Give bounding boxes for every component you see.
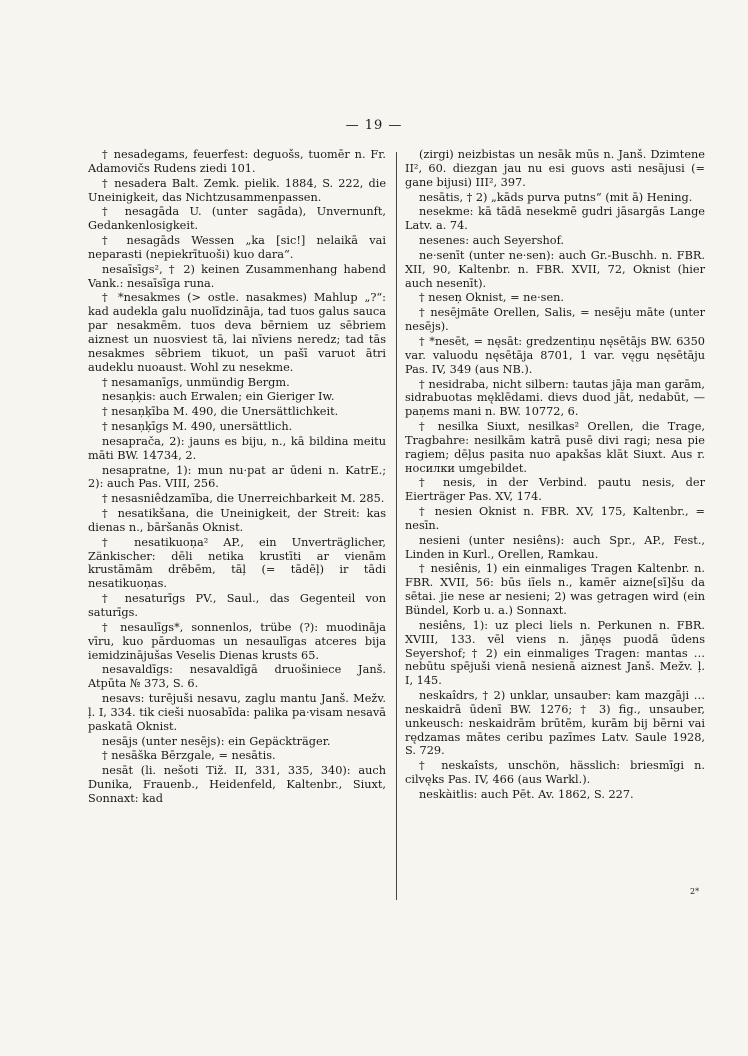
dictionary-entry: † neseņ Oknist, = ne·sen. <box>419 291 565 305</box>
dictionary-entry: nesājs (unter nesējs): ein Gepäckträger. <box>102 734 331 748</box>
dictionary-entry: † nesasniêdzamība, die Unerreichbarkeit M. 285. <box>102 492 385 506</box>
dictionary-entry: nesenes: auch Seyershof. <box>419 234 564 248</box>
dictionary-entry: neskaîdrs, † 2) unklar, unsauber: kam mazgāji … neskaidrā ūdenī BW. 1276; † 3) fig., unsauber, unkeusch: neskaidrām brūtēm, kurām bij bērni vai rędzamas mātes ceribu pazīmes Latv. Saule 1928, S. 729. <box>405 689 705 758</box>
dictionary-entry: † nesilka Siuxt, nesilkas² Orellen, die Trage, Tragbahre: nesilkām katrā pusē divi ragi; nesa pie ragiem; dēļus pasita nuo apakšas klāt Siuxt. Aus r. носилки umgebildet. <box>405 420 705 475</box>
column-divider <box>396 152 397 900</box>
dictionary-entry: † nesadera Balt. Zemk. pielik. 1884, S. 222, die Uneinigkeit, das Nichtzusammenpassen. <box>88 176 386 204</box>
dictionary-entry: † nesagāda U. (unter sagāda), Unvernunft, Gedankenlosigkeit. <box>88 205 386 233</box>
dictionary-entry: † nesamanīgs, unmündig Bergm. <box>102 375 290 389</box>
dictionary-entry: nesavs: turējuši nesavu, zaglu mantu Janš. Mežv. ļ. I, 334. tik cieši nuosabīda: palika pa·visam nesavā paskatā Oknist. <box>88 692 386 733</box>
dictionary-entry: † nesaņķīgs M. 490, unersättlich. <box>102 420 293 434</box>
dictionary-entry: † nesējmāte Orellen, Salis, = nesēju māte (unter nesējs). <box>405 306 705 334</box>
dictionary-entry: † nesiênis, 1) ein einmaliges Tragen Kaltenbr. n. FBR. XVII, 56: būs iīels n., kamēr aizne[sī]šu da sētai. jie nese ar nesieni; 2) was getragen wird (ein Bündel, Korb u. a.) Sonnaxt. <box>405 562 705 617</box>
dictionary-entry: † nesien Oknist n. FBR. XV, 175, Kaltenbr., = nesīn. <box>405 505 705 532</box>
dictionary-entry: neskàitlis: auch Pēt. Av. 1862, S. 227. <box>419 787 634 801</box>
dictionary-entry: (zirgi) neizbistas un nesāk mūs n. Janš. Dzimtene II², 60. diezgan jau nu esi guovs asti nesājusi (= gane bijusi) III², 397. <box>405 148 705 189</box>
dictionary-entry: † *nesakmes (> ostle. nasakmes) Mahlup „?“: kad audekla galu nuolīdzināja, tad tuos galus sauca par nesakmēm. tuos deva bērniem uz sēbriem aiznest un nuosviest tā, lai nīviens neredz; tad tās nesakmes sēbriem tikuot, un pašī varuot ātri audeklu nuoaust. Wohl zu nesekme. <box>88 291 386 374</box>
right-column <box>405 148 705 803</box>
dictionary-entry: ne·senīt (unter ne·sen): auch Gr.-Buschh. n. FBR. XII, 90, Kaltenbr. n. FBR. XVII, 72, Oknist (hier auch nesenīt). <box>405 248 705 290</box>
dictionary-entry: † nesaturīgs PV., Saul., das Gegenteil von saturīgs. <box>88 592 386 619</box>
page-number: — 19 — <box>345 118 403 133</box>
left-column <box>88 148 386 807</box>
dictionary-entry: nesaprača, 2): jauns es biju, n., kā bildina meitu māti BW. 14734, 2. <box>88 434 386 462</box>
dictionary-entry: † nesis, in der Verbind. pautu nesis, der Eierträger Pas. XV, 174. <box>405 476 705 504</box>
dictionary-entry: nesiêns, 1): uz pleci liels n. Perkunen n. FBR. XVIII, 133. vēl viens n. jāņęs puodā ūdens Seyershof; † 2) ein einmaliges Tragen: mantas … nebūtu spējuši vienā nesienā aiznest Janš. Mežv. ļ. I, 145. <box>405 618 705 688</box>
dictionary-entry: † nesatikuoņa² AP., ein Unverträglicher, Zänkischer: dēli netika krustīti ar vienām krustāmām drēbēm, tāļ (= tādēļ) ir tādi nesatikuoņas. <box>88 535 386 591</box>
dictionary-entry: † nesatikšana, die Uneinigkeit, der Streit: kas dienas n., bāršanās Oknist. <box>88 507 386 534</box>
dictionary-entry: † nesāška Bērzgale, = nesātis. <box>102 749 276 763</box>
dictionary-entry: † nesaulīgs*, sonnenlos, trübe (?): muodināja vīru, kuo pārduomas un nesaulīgas atceres bija iemidzinājušas Veselis Dienas krusts 65. <box>88 620 386 662</box>
dictionary-entry: nesapratne, 1): mun nu·pat ar ūdeni n. KatrE.; 2): auch Pas. VIII, 256. <box>88 463 386 491</box>
dictionary-entry: nesavaldīgs: nesavaldīgā druošiniece Janš. Atpūta № 373, S. 6. <box>88 663 386 691</box>
dictionary-entry: † nesaņķība M. 490, die Unersättlichkeit. <box>102 405 339 419</box>
dictionary-entry: nesaīsīgs², † 2) keinen Zusammenhang habend Vank.: nesaīsīga runa. <box>88 262 386 290</box>
dictionary-entry: † nesagāds Wessen „ka [sic!] nelaikā vai neparasti (nepiekrītuoši) kuo dara“. <box>88 234 386 261</box>
dictionary-entry: † *nesēt, = nęsāt: gredzentiņu nęsētājs BW. 6350 var. valuodu nęsētāja 8701, 1 var. vęgu nęsētāju Pas. IV, 349 (aus NB.). <box>405 334 705 376</box>
signature-mark: 2* <box>690 887 700 896</box>
dictionary-entry: † nesidraba, nicht silbern: tautas jāja man garām, sidrabuotas męklēdami. dievs duod jāt, nedabūt, — paņems mani n. BW. 10772, 6. <box>405 377 705 419</box>
dictionary-entry: nesāt (li. nešoti Tiž. II, 331, 335, 340): auch Dunika, Frauenb., Heidenfeld, Kaltenbr., Siuxt, Sonnaxt: kad <box>88 764 386 805</box>
dictionary-entry: nesekme: kā tādā nesekmē gudri jāsargās Lange Latv. a. 74. <box>405 205 705 233</box>
dictionary-entry: † neskaîsts, unschön, hässlich: briesmīgi n. cilvęks Pas. IV, 466 (aus Warkl.). <box>405 759 705 787</box>
dictionary-entry: † nesadegams, feuerfest: deguošs, tuomēr n. Fr. Adamovičs Rudens ziedi 101. <box>88 148 386 175</box>
dictionary-entry: nesātis, † 2) „kāds purva putns“ (mit ā) Hening. <box>419 190 693 204</box>
dictionary-entry: nesaņķis: auch Erwalen; ein Gieriger Iw. <box>102 390 335 404</box>
dictionary-entry: nesieni (unter nesiêns): auch Spr., AP., Fest., Linden in Kurl., Orellen, Ramkau. <box>405 533 705 561</box>
